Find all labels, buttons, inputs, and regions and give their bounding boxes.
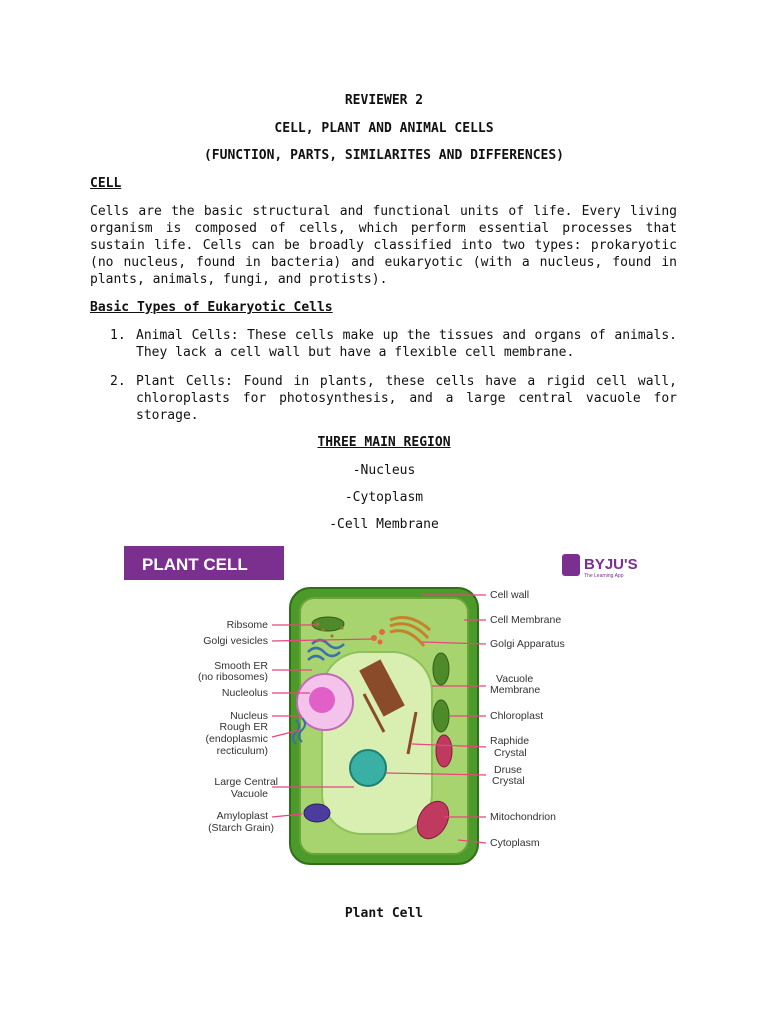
label-cell-membrane: Cell Membrane: [490, 614, 562, 626]
label-vacuole-membrane-2: Membrane: [490, 684, 541, 696]
label-large-central: Large Central: [214, 776, 278, 788]
label-cell-wall: Cell wall: [490, 589, 530, 601]
list-item-text: Animal Cells: These cells make up the tissues and organs of animals. They lack a cell wall but have a flexible cell membrane.: [136, 328, 677, 360]
region-item: -Cell Membrane: [329, 517, 439, 532]
brand-tagline: The Learning App: [584, 573, 624, 579]
plant-cell-diagram: [122, 544, 652, 872]
label-smooth-er: Smooth ER: [214, 660, 268, 672]
cell-paragraph: Cells are the basic structural and functional units of life. Every living organism is composed of cells, which perform essential processes that sustain life. Cells can be broadly classified into two types: prokaryotic (no nucleus, found in bacteria) and eukaryotic (with a nucleus, found in plants, animals, fungi, and protists).: [90, 204, 677, 287]
list-item-number: 2.: [110, 374, 126, 389]
label-chloroplast: Chloroplast: [490, 710, 544, 722]
list-item-number: 1.: [110, 328, 126, 343]
list-item: [110, 327, 677, 361]
druse-crystal: [350, 750, 386, 786]
types-heading: Basic Types of Eukaryotic Cells: [90, 300, 333, 315]
cell-heading: CELL: [90, 176, 122, 191]
region-item: -Cytoplasm: [344, 490, 424, 505]
label-druse-crystal: Crystal: [492, 775, 525, 787]
label-golgi-apparatus: Golgi Apparatus: [490, 638, 565, 650]
label-golgi-vesicles: Golgi vesicles: [203, 635, 268, 647]
label-vacuole-membrane-1: Vacuole: [496, 673, 534, 685]
list-item-text: Plant Cells: Found in plants, these cells have a rigid cell wall, chloroplasts for photosynthesis, and a large central vacuole for storage.: [136, 374, 677, 423]
nucleolus: [309, 687, 335, 713]
label-ribosome: Ribsome: [226, 619, 268, 631]
label-raphide: Raphide: [490, 735, 530, 747]
region-item: -Nucleus: [352, 463, 416, 478]
figure-caption: Plant Cell: [344, 906, 424, 921]
chloroplast: [433, 700, 449, 732]
label-rough-er: Rough ER: [219, 721, 268, 733]
amyloplast: [304, 804, 330, 822]
label-raphide-crystal: Crystal: [494, 747, 527, 759]
label-amyloplast: Amyloplast: [216, 810, 268, 822]
label-rough-er-note-1: (endoplasmic: [205, 733, 268, 745]
label-starch-grain: (Starch Grain): [208, 822, 274, 834]
label-nucleus: Nucleus: [230, 710, 268, 722]
label-vacuole: Vacuole: [230, 788, 268, 800]
regions-heading: THREE MAIN REGION: [317, 435, 451, 450]
document-subtitle: (FUNCTION, PARTS, SIMILARITES AND DIFFERENCES): [203, 148, 565, 163]
label-mitochondrion: Mitochondrion: [490, 811, 556, 823]
reviewer-label: REVIEWER 2: [344, 93, 424, 108]
label-smooth-er-note: (no ribosomes): [197, 671, 268, 683]
brand-logo-icon: [562, 554, 580, 576]
diagram-banner-text: PLANT CELL: [142, 555, 248, 574]
label-druse: Druse: [494, 764, 523, 776]
document-title: CELL, PLANT AND ANIMAL CELLS: [274, 121, 494, 136]
mitochondrion: [436, 735, 452, 767]
label-cytoplasm: Cytoplasm: [490, 837, 540, 849]
label-nucleolus: Nucleolus: [221, 687, 268, 699]
chloroplast: [433, 653, 449, 685]
brand-name: BYJU'S: [584, 556, 638, 573]
label-rough-er-note-2: recticulum): [216, 745, 268, 757]
list-item: [110, 373, 677, 424]
